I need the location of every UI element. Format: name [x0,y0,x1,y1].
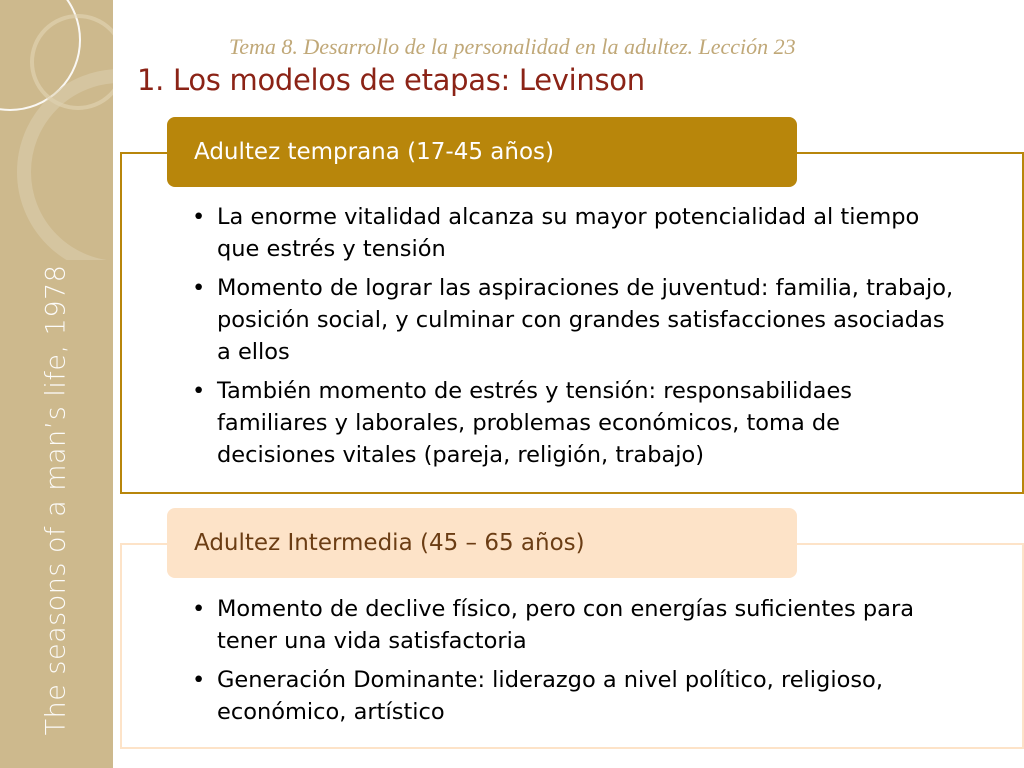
bullet-text: Generación Dominante: liderazgo a nivel político, religioso, económico, artístico [217,667,883,725]
list-item [190,664,970,728]
bullet-list-middle-adulthood [190,593,970,735]
bullet-icon: • [192,275,206,301]
bullet-text: Momento de lograr las aspiraciones de juventud: familia, trabajo, posición social, y culminar con grandes satisfacciones asociadas a ellos [217,275,954,365]
bullet-text: La enorme vitalidad alcanza su mayor potencialidad al tiempo que estrés y tensión [217,204,920,262]
list-item [190,593,970,657]
list-item [190,201,960,265]
bullet-icon: • [192,667,206,693]
bullet-text: Momento de declive físico, pero con energías suficientes para tener una vida satisfactoria [217,596,914,654]
page-title: 1. Los modelos de etapas: Levinson [137,63,645,97]
bullet-icon: • [192,378,206,404]
bullet-text: También momento de estrés y tensión: responsabilidaes familiares y laborales, problemas económicos, toma de decisiones vitales (pareja, religión, trabajo) [217,378,853,468]
section-heading-middle-adulthood [167,508,797,578]
sidebar-divider [113,0,115,768]
list-item [190,375,960,471]
lesson-subtitle: Tema 8. Desarrollo de la personalidad en la adultez. Lección 23 [229,34,796,59]
section-heading-label: Adultez Intermedia (45 – 65 años) [194,530,585,556]
section-heading-early-adulthood [167,117,797,187]
bullet-icon: • [192,204,206,230]
section-heading-label: Adultez temprana (17-45 años) [194,139,554,165]
sidebar [0,0,113,768]
list-item [190,272,960,368]
sidebar-vertical-text: The seasons of a man’s life, 1978 [40,264,72,736]
decorative-circles-icon [0,0,113,260]
bullet-icon: • [192,596,206,622]
bullet-list-early-adulthood [190,201,960,478]
